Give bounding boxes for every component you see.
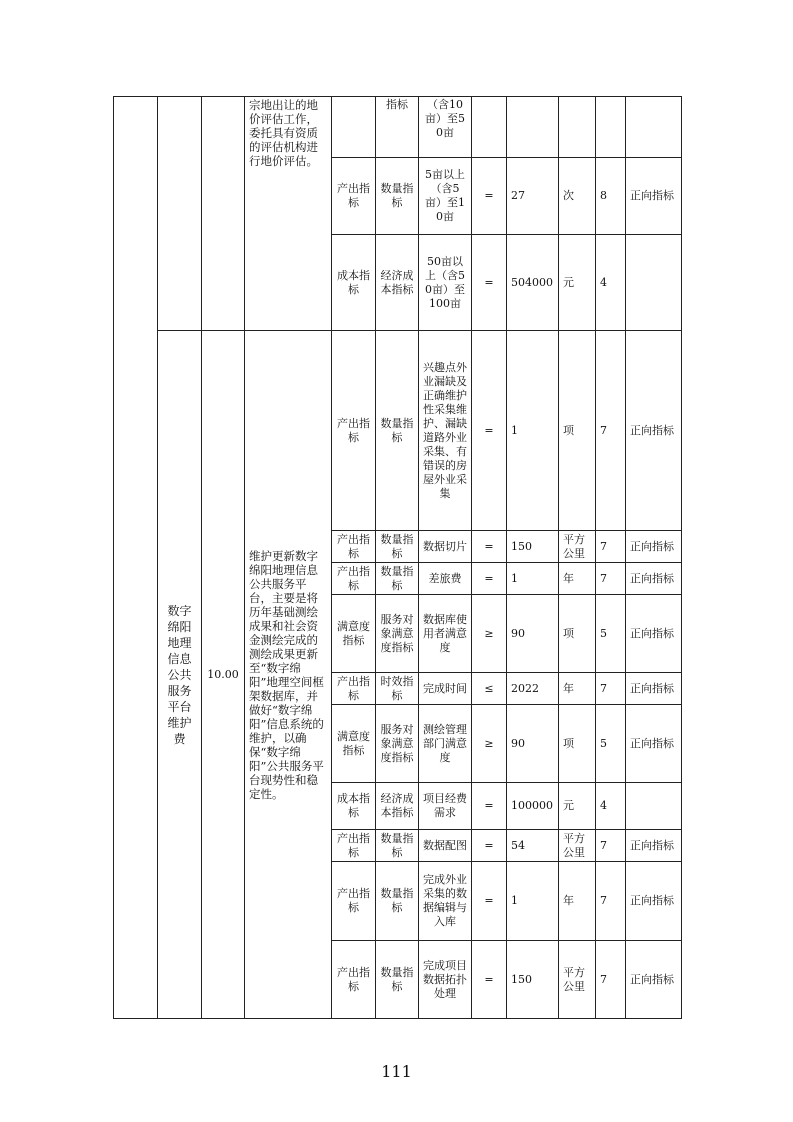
- level1-indicator: 产出指标: [332, 563, 376, 595]
- direction: [626, 97, 682, 158]
- operator: [472, 97, 507, 158]
- level1-indicator: 产出指标: [332, 830, 376, 862]
- weight: 7: [596, 331, 626, 531]
- direction: [626, 783, 682, 830]
- indicator-name: 完成项目数据拓扑处理: [419, 941, 472, 1019]
- unit: 年: [559, 563, 596, 595]
- unit: 年: [559, 862, 596, 941]
- level2-indicator: 数量指标: [376, 563, 419, 595]
- target-value: 1: [507, 331, 559, 531]
- direction: 正向指标: [626, 595, 682, 673]
- level2-indicator: 服务对象满意度指标: [376, 705, 419, 783]
- level1-indicator: 成本指标: [332, 235, 376, 331]
- indicator-name: （含10亩）至50亩: [419, 97, 472, 158]
- direction: 正向指标: [626, 158, 682, 235]
- level2-indicator: 服务对象满意度指标: [376, 595, 419, 673]
- target-value: [507, 97, 559, 158]
- level1-indicator: 产出指标: [332, 331, 376, 531]
- indicator-name: 测绘管理部门满意度: [419, 705, 472, 783]
- operator: =: [472, 830, 507, 862]
- unit: 项: [559, 705, 596, 783]
- target-value: 150: [507, 531, 559, 563]
- indicator-name: 50亩以上（含50亩）至100亩: [419, 235, 472, 331]
- level1-indicator: 满意度指标: [332, 705, 376, 783]
- weight: 5: [596, 595, 626, 673]
- direction: 正向指标: [626, 830, 682, 862]
- indicator-name: 完成外业采集的数据编辑与入库: [419, 862, 472, 941]
- operator: =: [472, 235, 507, 331]
- blank-cell: [158, 97, 202, 331]
- project-amount: 10.00: [202, 331, 245, 1019]
- operator: ≥: [472, 705, 507, 783]
- level2-indicator: 数量指标: [376, 531, 419, 563]
- indicator-name: 数据切片: [419, 531, 472, 563]
- direction: 正向指标: [626, 563, 682, 595]
- level2-indicator: 数量指标: [376, 862, 419, 941]
- target-value: 27: [507, 158, 559, 235]
- unit: [559, 97, 596, 158]
- target-value: 90: [507, 595, 559, 673]
- direction: 正向指标: [626, 705, 682, 783]
- operator: ≥: [472, 595, 507, 673]
- level1-indicator: 产出指标: [332, 941, 376, 1019]
- weight: 8: [596, 158, 626, 235]
- level2-indicator: 经济成本指标: [376, 235, 419, 331]
- unit: 年: [559, 673, 596, 705]
- target-value: 1: [507, 862, 559, 941]
- level1-indicator: 满意度指标: [332, 595, 376, 673]
- operator: =: [472, 862, 507, 941]
- level1-indicator: 产出指标: [332, 158, 376, 235]
- operator: =: [472, 563, 507, 595]
- direction: 正向指标: [626, 331, 682, 531]
- operator: =: [472, 531, 507, 563]
- target-value: 2022: [507, 673, 559, 705]
- operator: ≤: [472, 673, 507, 705]
- unit: 项: [559, 331, 596, 531]
- operator: =: [472, 331, 507, 531]
- direction: 正向指标: [626, 673, 682, 705]
- weight: 4: [596, 783, 626, 830]
- target-value: 90: [507, 705, 559, 783]
- weight: 7: [596, 830, 626, 862]
- weight: 5: [596, 705, 626, 783]
- level2-indicator: 数量指标: [376, 830, 419, 862]
- weight: 7: [596, 531, 626, 563]
- level1-indicator: [332, 97, 376, 158]
- weight: 7: [596, 941, 626, 1019]
- blank-cell: [114, 97, 158, 1019]
- weight: [596, 97, 626, 158]
- operator: =: [472, 783, 507, 830]
- project-content: 维护更新数字绵阳地理信息公共服务平台，主要是将历年基础测绘成果和社会资金测绘完成的测绘成果更新至“数字绵阳”地理空间框架数据库，并做好“数字绵阳”信息系统的维护，以确保“数字绵阳”公共服务平台现势性和稳定性。: [245, 331, 332, 1019]
- level1-indicator: 产出指标: [332, 531, 376, 563]
- operator: =: [472, 158, 507, 235]
- indicator-name: 数据库使用者满意度: [419, 595, 472, 673]
- level2-indicator: 时效指标: [376, 673, 419, 705]
- unit: 次: [559, 158, 596, 235]
- target-value: 504000: [507, 235, 559, 331]
- unit: 平方公里: [559, 941, 596, 1019]
- weight: 7: [596, 563, 626, 595]
- direction: 正向指标: [626, 531, 682, 563]
- level2-indicator: 数量指标: [376, 331, 419, 531]
- indicator-name: 数据配图: [419, 830, 472, 862]
- level1-indicator: 产出指标: [332, 673, 376, 705]
- unit: 元: [559, 235, 596, 331]
- target-value: 150: [507, 941, 559, 1019]
- table-row: [114, 331, 682, 531]
- blank-cell: [202, 97, 245, 331]
- indicator-name: 项目经费需求: [419, 783, 472, 830]
- target-value: 54: [507, 830, 559, 862]
- target-value: 1: [507, 563, 559, 595]
- unit: 项: [559, 595, 596, 673]
- unit: 元: [559, 783, 596, 830]
- operator: =: [472, 941, 507, 1019]
- level2-indicator: 数量指标: [376, 158, 419, 235]
- table-row: [114, 97, 682, 158]
- page-number: 111: [381, 1062, 412, 1081]
- indicator-name: 完成时间: [419, 673, 472, 705]
- level2-indicator: 经济成本指标: [376, 783, 419, 830]
- indicator-name: 5亩以上（含5亩）至10亩: [419, 158, 472, 235]
- level2-indicator: 指标: [376, 97, 419, 158]
- target-value: 100000: [507, 783, 559, 830]
- weight: 7: [596, 673, 626, 705]
- level2-indicator: 数量指标: [376, 941, 419, 1019]
- performance-table: [113, 96, 682, 1019]
- weight: 4: [596, 235, 626, 331]
- project-name: 数字绵阳地理信息公共服务平台维护费: [158, 331, 202, 1019]
- weight: 7: [596, 862, 626, 941]
- project-content: 宗地出让的地价评估工作，委托具有资质的评估机构进行地价评估。: [245, 97, 332, 331]
- level1-indicator: 产出指标: [332, 862, 376, 941]
- indicator-name: 兴趣点外业漏缺及正确维护性采集维护、漏缺道路外业采集、有错误的房屋外业采集: [419, 331, 472, 531]
- direction: [626, 235, 682, 331]
- level1-indicator: 成本指标: [332, 783, 376, 830]
- indicator-name: 差旅费: [419, 563, 472, 595]
- unit: 平方公里: [559, 830, 596, 862]
- direction: 正向指标: [626, 941, 682, 1019]
- direction: 正向指标: [626, 862, 682, 941]
- unit: 平方公里: [559, 531, 596, 563]
